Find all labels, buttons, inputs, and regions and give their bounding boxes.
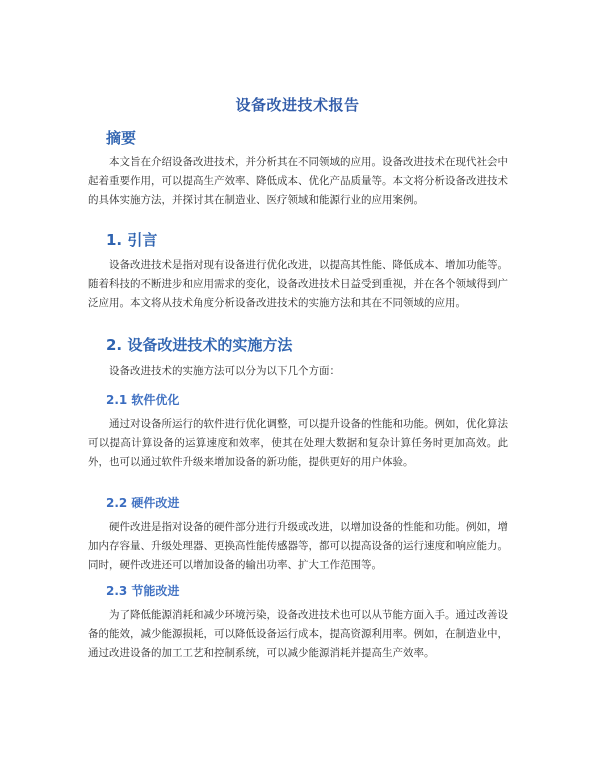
subsection-2-2-heading: 2.2 硬件改进 — [106, 496, 180, 510]
subsection-2-3-heading: 2.3 节能改进 — [106, 584, 180, 598]
subsection-2-2-paragraph: 硬件改进是指对设备的硬件部分进行升级或改进，以增加设备的性能和功能。例如，增加内存容量、升级处理器、更换高性能传感器等，都可以提高设备的运行速度和响应能力。同时，硬件改进还可以增加设备的输出功率、扩大工作范围等。 — [88, 521, 508, 571]
section-1-heading: 1. 引言 — [106, 231, 158, 249]
section-2-intro: 设备改进技术的实施方法可以分为以下几个方面： — [109, 365, 340, 377]
subsection-2-1-heading: 2.1 软件优化 — [106, 393, 180, 407]
document-title: 设备改进技术报告 — [235, 96, 360, 114]
abstract-paragraph: 本文旨在介绍设备改进技术，并分析其在不同领域的应用。设备改进技术在现代社会中起着重要作用，可以提高生产效率、降低成本、优化产品质量等。本文将分析设备改进技术的具体实施方法，并探讨其在制造业、医疗领域和能源行业的应用案例。 — [88, 156, 508, 206]
subsection-2-1-paragraph: 通过对设备所运行的软件进行优化调整，可以提升设备的性能和功能。例如，优化算法可以提高计算设备的运算速度和效率，使其在处理大数据和复杂计算任务时更加高效。此外，也可以通过软件升级来增加设备的新功能，提供更好的用户体验。 — [88, 418, 508, 468]
abstract-heading: 摘要 — [106, 129, 137, 147]
section-2-heading: 2. 设备改进技术的实施方法 — [106, 336, 293, 354]
section-1-paragraph: 设备改进技术是指对现有设备进行优化改进，以提高其性能、降低成本、增加功能等。随着科技的不断进步和应用需求的变化，设备改进技术日益受到重视，并在各个领域得到广泛应用。本文将从技术角度分析设备改进技术的实施方法和其在不同领域的应用。 — [88, 259, 508, 309]
subsection-2-3-paragraph: 为了降低能源消耗和减少环境污染，设备改进技术也可以从节能方面入手。通过改善设备的能效，减少能源损耗，可以降低设备运行成本，提高资源利用率。例如，在制造业中，通过改进设备的加工工艺和控制系统，可以减少能源消耗并提高生产效率。 — [88, 609, 508, 659]
